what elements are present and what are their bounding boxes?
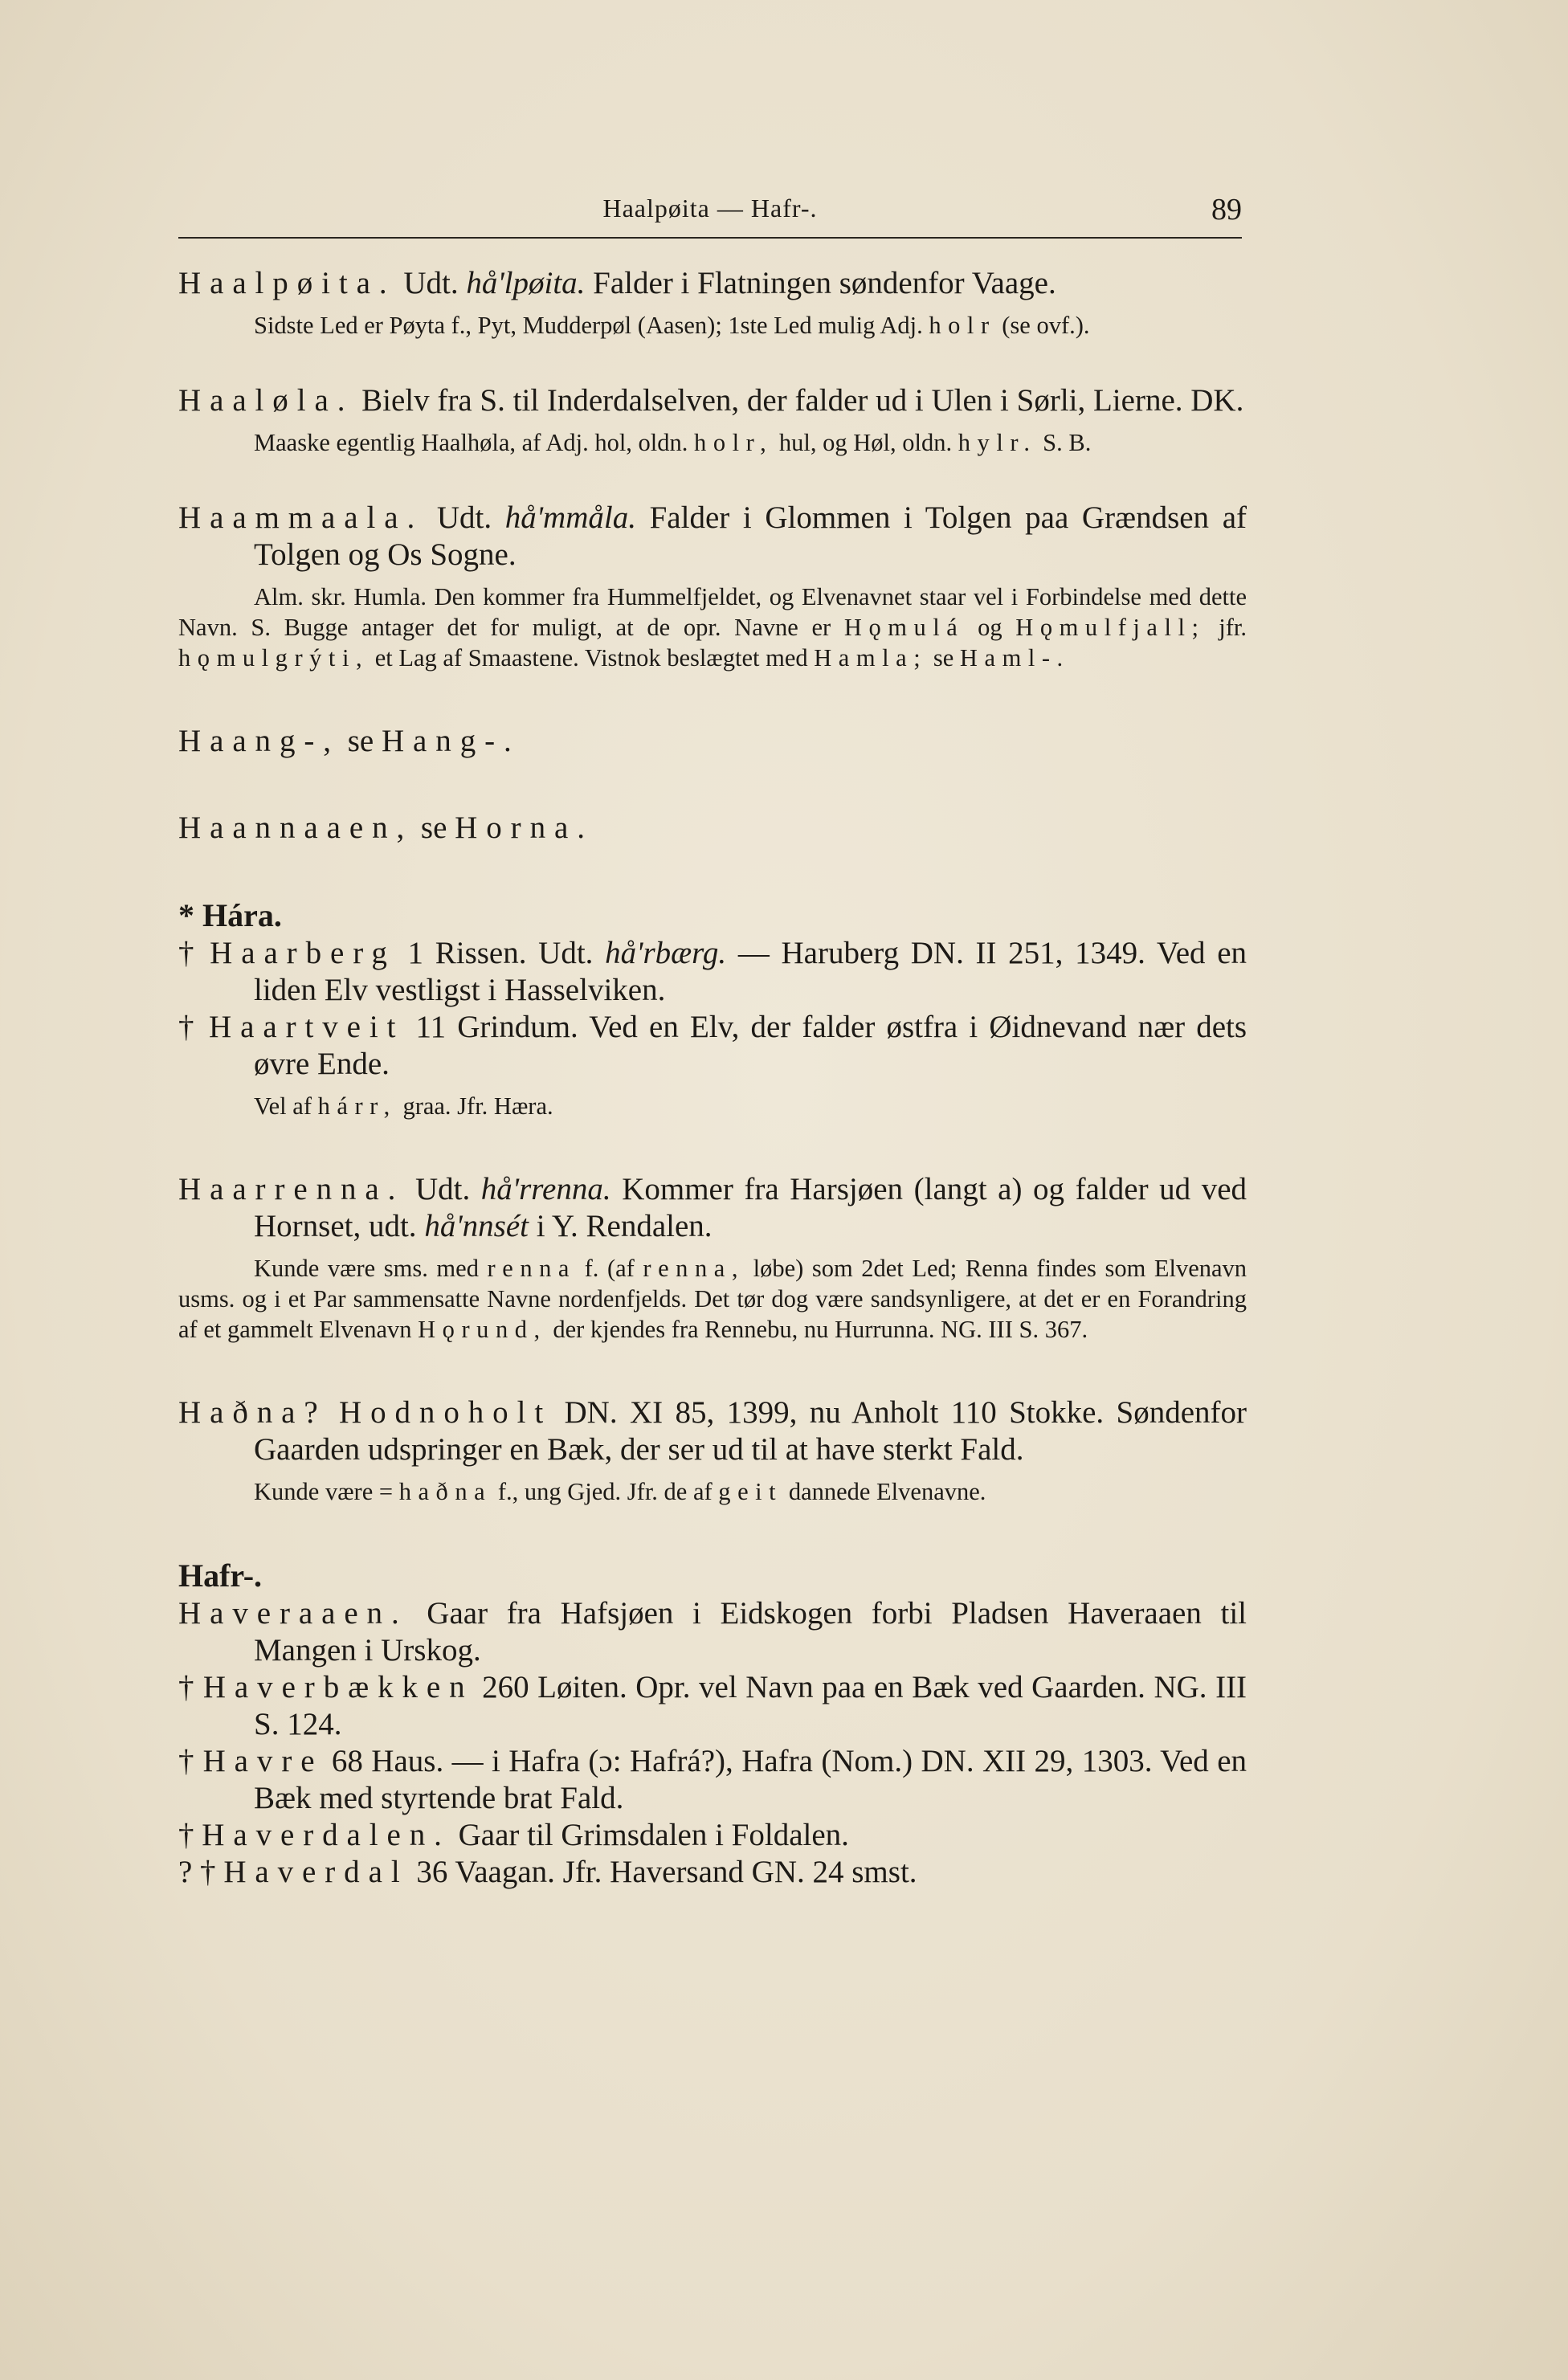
entry-haverbaekken — [178, 1669, 1247, 1743]
entry-name: Haverdal — [223, 1855, 409, 1889]
note-spaced: Hǫmulfjall; — [1015, 614, 1206, 641]
note-text: f., ung Gjed. Jfr. de af — [497, 1478, 713, 1505]
entry-haverdal — [178, 1854, 1247, 1891]
entry-text: i Y. Rendalen. — [536, 1209, 713, 1243]
note-text: (se ovf.). — [1002, 312, 1090, 339]
entry-ref: Udt. — [414, 1172, 471, 1206]
entry-name: Haarberg — [210, 936, 396, 970]
entry-hadna — [178, 1394, 1247, 1468]
note-spaced: geit — [718, 1478, 783, 1505]
entry-text: 260 Løiten. Opr. vel Navn paa en Bæk ved Gaarden. NG. III S. 124. — [254, 1670, 1247, 1741]
entry-pronunciation: hå'mmåla. — [504, 500, 636, 535]
entry-haveraaen — [178, 1595, 1247, 1669]
obsolete-mark: † — [178, 936, 198, 970]
entry-haammaala — [178, 500, 1247, 574]
see-ref: se — [347, 724, 374, 758]
obsolete-mark: † — [178, 1670, 195, 1704]
entry-note — [178, 1091, 1247, 1121]
note-text: graa. Jfr. Hæra. — [402, 1092, 553, 1120]
entry-note — [178, 310, 1247, 341]
entry-haverdalen — [178, 1817, 1247, 1854]
note-text: løbe) som 2det Led; Renna findes som Elvenavn usms. og i et Par sammensatte Navne nordenfjelds. Det tør dog være sandsynligere, at det er en Forandring af et gammelt Elvenavn — [178, 1255, 1247, 1343]
entry-text: 1 Rissen. Udt. — [407, 936, 594, 970]
entry-pronunciation: hå'rbærg. — [605, 936, 727, 970]
note-text: Kunde være sms. med — [254, 1255, 479, 1282]
entry-text: Falder i Flatningen søndenfor Vaage. — [593, 266, 1056, 300]
entry-pronunciation: hå'rrenna. — [480, 1172, 611, 1206]
entry-text: Gaar til Grimsdalen i Foldalen. — [458, 1818, 849, 1852]
note-spaced: Hǫmulá — [843, 614, 965, 641]
note-spaced: hylr. — [958, 429, 1037, 456]
entry-note — [178, 1476, 1247, 1507]
note-spaced: holr, — [694, 429, 774, 456]
see-ref: se — [420, 810, 447, 845]
note-text: jfr. — [1219, 614, 1247, 641]
obsolete-mark: † — [178, 1818, 194, 1852]
entry-name: Haðna? — [178, 1395, 327, 1430]
entry-haannaaen — [178, 810, 1247, 847]
entry-name: Haartveit — [209, 1010, 405, 1044]
note-text: dannede Elvenavne. — [788, 1478, 986, 1505]
entry-name: Haverbækken — [202, 1670, 474, 1704]
entry-text: Falder i Glommen i Tolgen paa Grændsen af Tolgen og Os Sogne. — [254, 500, 1247, 572]
note-text: og — [978, 614, 1002, 641]
entry-name: Haaløla. — [178, 383, 354, 418]
entry-name: Haveraaen. — [178, 1596, 408, 1631]
note-text: der kjendes fra Rennebu, nu Hurrunna. NG. III S. 367. — [553, 1316, 1088, 1343]
note-text: S. B. — [1043, 429, 1092, 456]
note-text: Alm. skr. Humla. Den kommer fra Hummelfjeldet, og Elvenavnet staar vel i Forbindelse med dette Navn. S. Bugge antager det for muligt, at de opr. Navne er — [178, 583, 1247, 641]
note-spaced: Hǫrund, — [418, 1316, 547, 1343]
entry-ref: Udt. — [403, 266, 459, 300]
entry-text: 11 Grindum. Ved en Elv, der falder østfra i Øidnevand nær dets øvre Ende. — [254, 1010, 1247, 1081]
entry-name: Havre — [202, 1744, 324, 1778]
entry-haalola — [178, 382, 1247, 419]
page-body — [178, 265, 1247, 1891]
entry-haalpoita — [178, 265, 1247, 302]
entry-name: Haannaaen, — [178, 810, 414, 845]
note-spaced: hárr, — [317, 1092, 397, 1120]
section-heading-hafr: Hafr-. — [178, 1557, 263, 1594]
note-spaced: renna — [487, 1255, 576, 1282]
entry-pronunciation: hå'nnsét — [424, 1209, 529, 1243]
see-target: Horna. — [455, 810, 594, 845]
page-number: 89 — [1211, 193, 1242, 227]
entry-text: — Haruberg DN. II 251, 1349. Ved en liden Elv vestligst i Hasselviken. — [254, 936, 1247, 1007]
entry-havre — [178, 1743, 1247, 1817]
note-text: Kunde være = — [254, 1478, 394, 1505]
see-target: Hang-. — [381, 724, 521, 758]
note-text: Sidste Led er Pøyta f., Pyt, Mudderpøl (Aasen); 1ste Led mulig Adj. — [254, 312, 923, 339]
note-spaced: haðna — [398, 1478, 492, 1505]
entry-note — [178, 1253, 1247, 1345]
running-head: Haalpøita — Hafr-. — [602, 194, 818, 222]
entry-haartveit — [178, 1009, 1247, 1083]
note-text: Vel af — [254, 1092, 312, 1120]
note-text: hul, og Høl, oldn. — [778, 429, 953, 456]
entry-haang — [178, 723, 1247, 760]
note-text: f. (af — [584, 1255, 635, 1282]
entry-ref: Udt. — [436, 500, 492, 535]
obsolete-mark: † — [178, 1744, 195, 1778]
entry-name: Haammaala. — [178, 500, 424, 535]
entry-name: Haalpøita. — [178, 266, 396, 300]
entry-pronunciation: hå'lpøita. — [466, 266, 586, 300]
entry-haarberg — [178, 935, 1247, 1009]
page-header — [178, 189, 1242, 239]
entry-text: Gaar fra Hafsjøen i Eidskogen forbi Pladsen Haveraaen til Mangen i Urskog. — [254, 1596, 1247, 1668]
entry-text: Bielv fra S. til Inderdalselven, der falder ud i Ulen i Sørli, Lierne. DK. — [361, 383, 1244, 418]
entry-note — [178, 582, 1247, 673]
entry-text: 36 Vaagan. Jfr. Haversand GN. 24 smst. — [416, 1855, 917, 1889]
note-spaced: holr — [929, 312, 996, 339]
entry-text: 68 Haus. — i Hafra (ɔ: Hafrá?), Hafra (Nom.) DN. XII 29, 1303. Ved en Bæk med styrtende brat Fald. — [254, 1744, 1247, 1815]
entry-haarrenna — [178, 1171, 1247, 1245]
entry-note — [178, 427, 1247, 458]
note-spaced: Haml-. — [959, 644, 1070, 672]
entry-text: DN. XI 85, 1399, nu Anholt 110 Stokke. Søndenfor Gaarden udspringer en Bæk, der ser ud til at have sterkt Fald. — [254, 1395, 1247, 1467]
section-heading-hara: * Hára. — [178, 897, 282, 933]
note-text: se — [933, 644, 954, 672]
entry-text: Kommer fra Harsjøen (langt a) og falder ud ved Hornset, udt. — [254, 1172, 1247, 1243]
obsolete-mark: † — [178, 1010, 198, 1044]
note-spaced: renna, — [643, 1255, 745, 1282]
entry-name: Haverdalen. — [202, 1818, 451, 1852]
obsolete-mark: ? † — [178, 1855, 216, 1889]
note-spaced: Hamla; — [814, 644, 928, 672]
entry-name-2: Hodnoholt — [339, 1395, 553, 1430]
entry-name: Haang-, — [178, 724, 340, 758]
note-text: et Lag af Smaastene. Vistnok beslægtet med — [374, 644, 808, 672]
note-text: Maaske egentlig Haalhøla, af Adj. hol, oldn. — [254, 429, 688, 456]
note-spaced: hǫmulgrýti, — [178, 644, 370, 672]
entry-name: Haarrenna. — [178, 1172, 405, 1206]
